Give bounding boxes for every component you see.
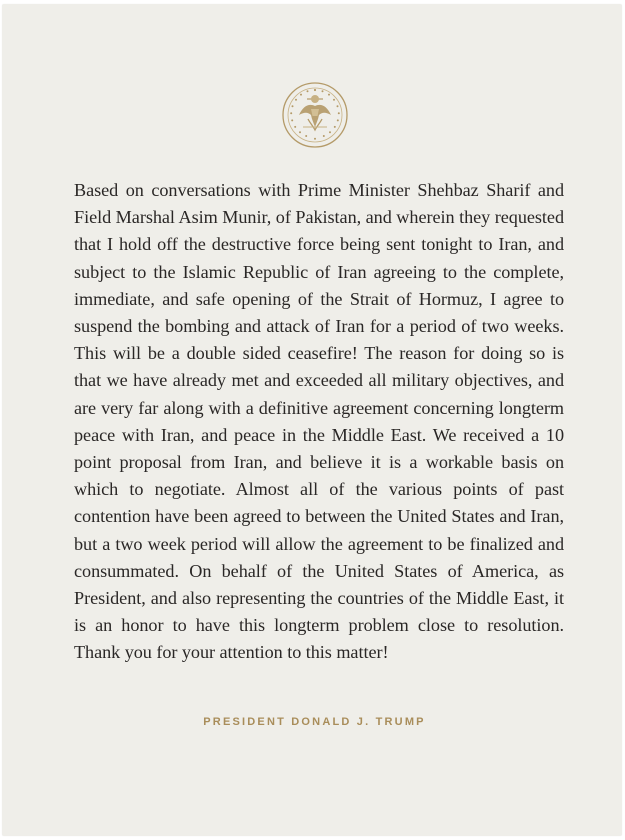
presidential-seal-icon (281, 81, 349, 149)
signature-line: PRESIDENT DONALD J. TRUMP (203, 716, 426, 728)
statement-text: Based on conversations with Prime Minister Shehbaz Sharif and Field Marshal Asim Munir, of Pakistan, and wherein they requested that I hold off the destructive force being sent tonight to Iran, and subject to the Islamic Republic of Iran agreeing to the complete, immediate, and safe opening of the Strait of Hormuz, I agree to suspend the bombing and attack of Iran for a period of two weeks. This will be a double sided ceasefire! The reason for doing so is that we have already met and exceeded all military objectives, and are very far along with a definitive agreement concerning longterm peace with Iran, and peace in the Middle East. We received a 10 point proposal from Iran, and believe it is a workable basis on which to negotiate. Almost all of the various points of past contention have been agreed to between the United States and Iran, but a two week period will allow the agreement to be finalized and consummated. On behalf of the United States of America, as President, and also representing the countries of the Middle East, it is an honor to have this longterm problem close to resolution. Thank you for your attention to this matter! (74, 180, 564, 663)
document-page (2, 4, 622, 836)
